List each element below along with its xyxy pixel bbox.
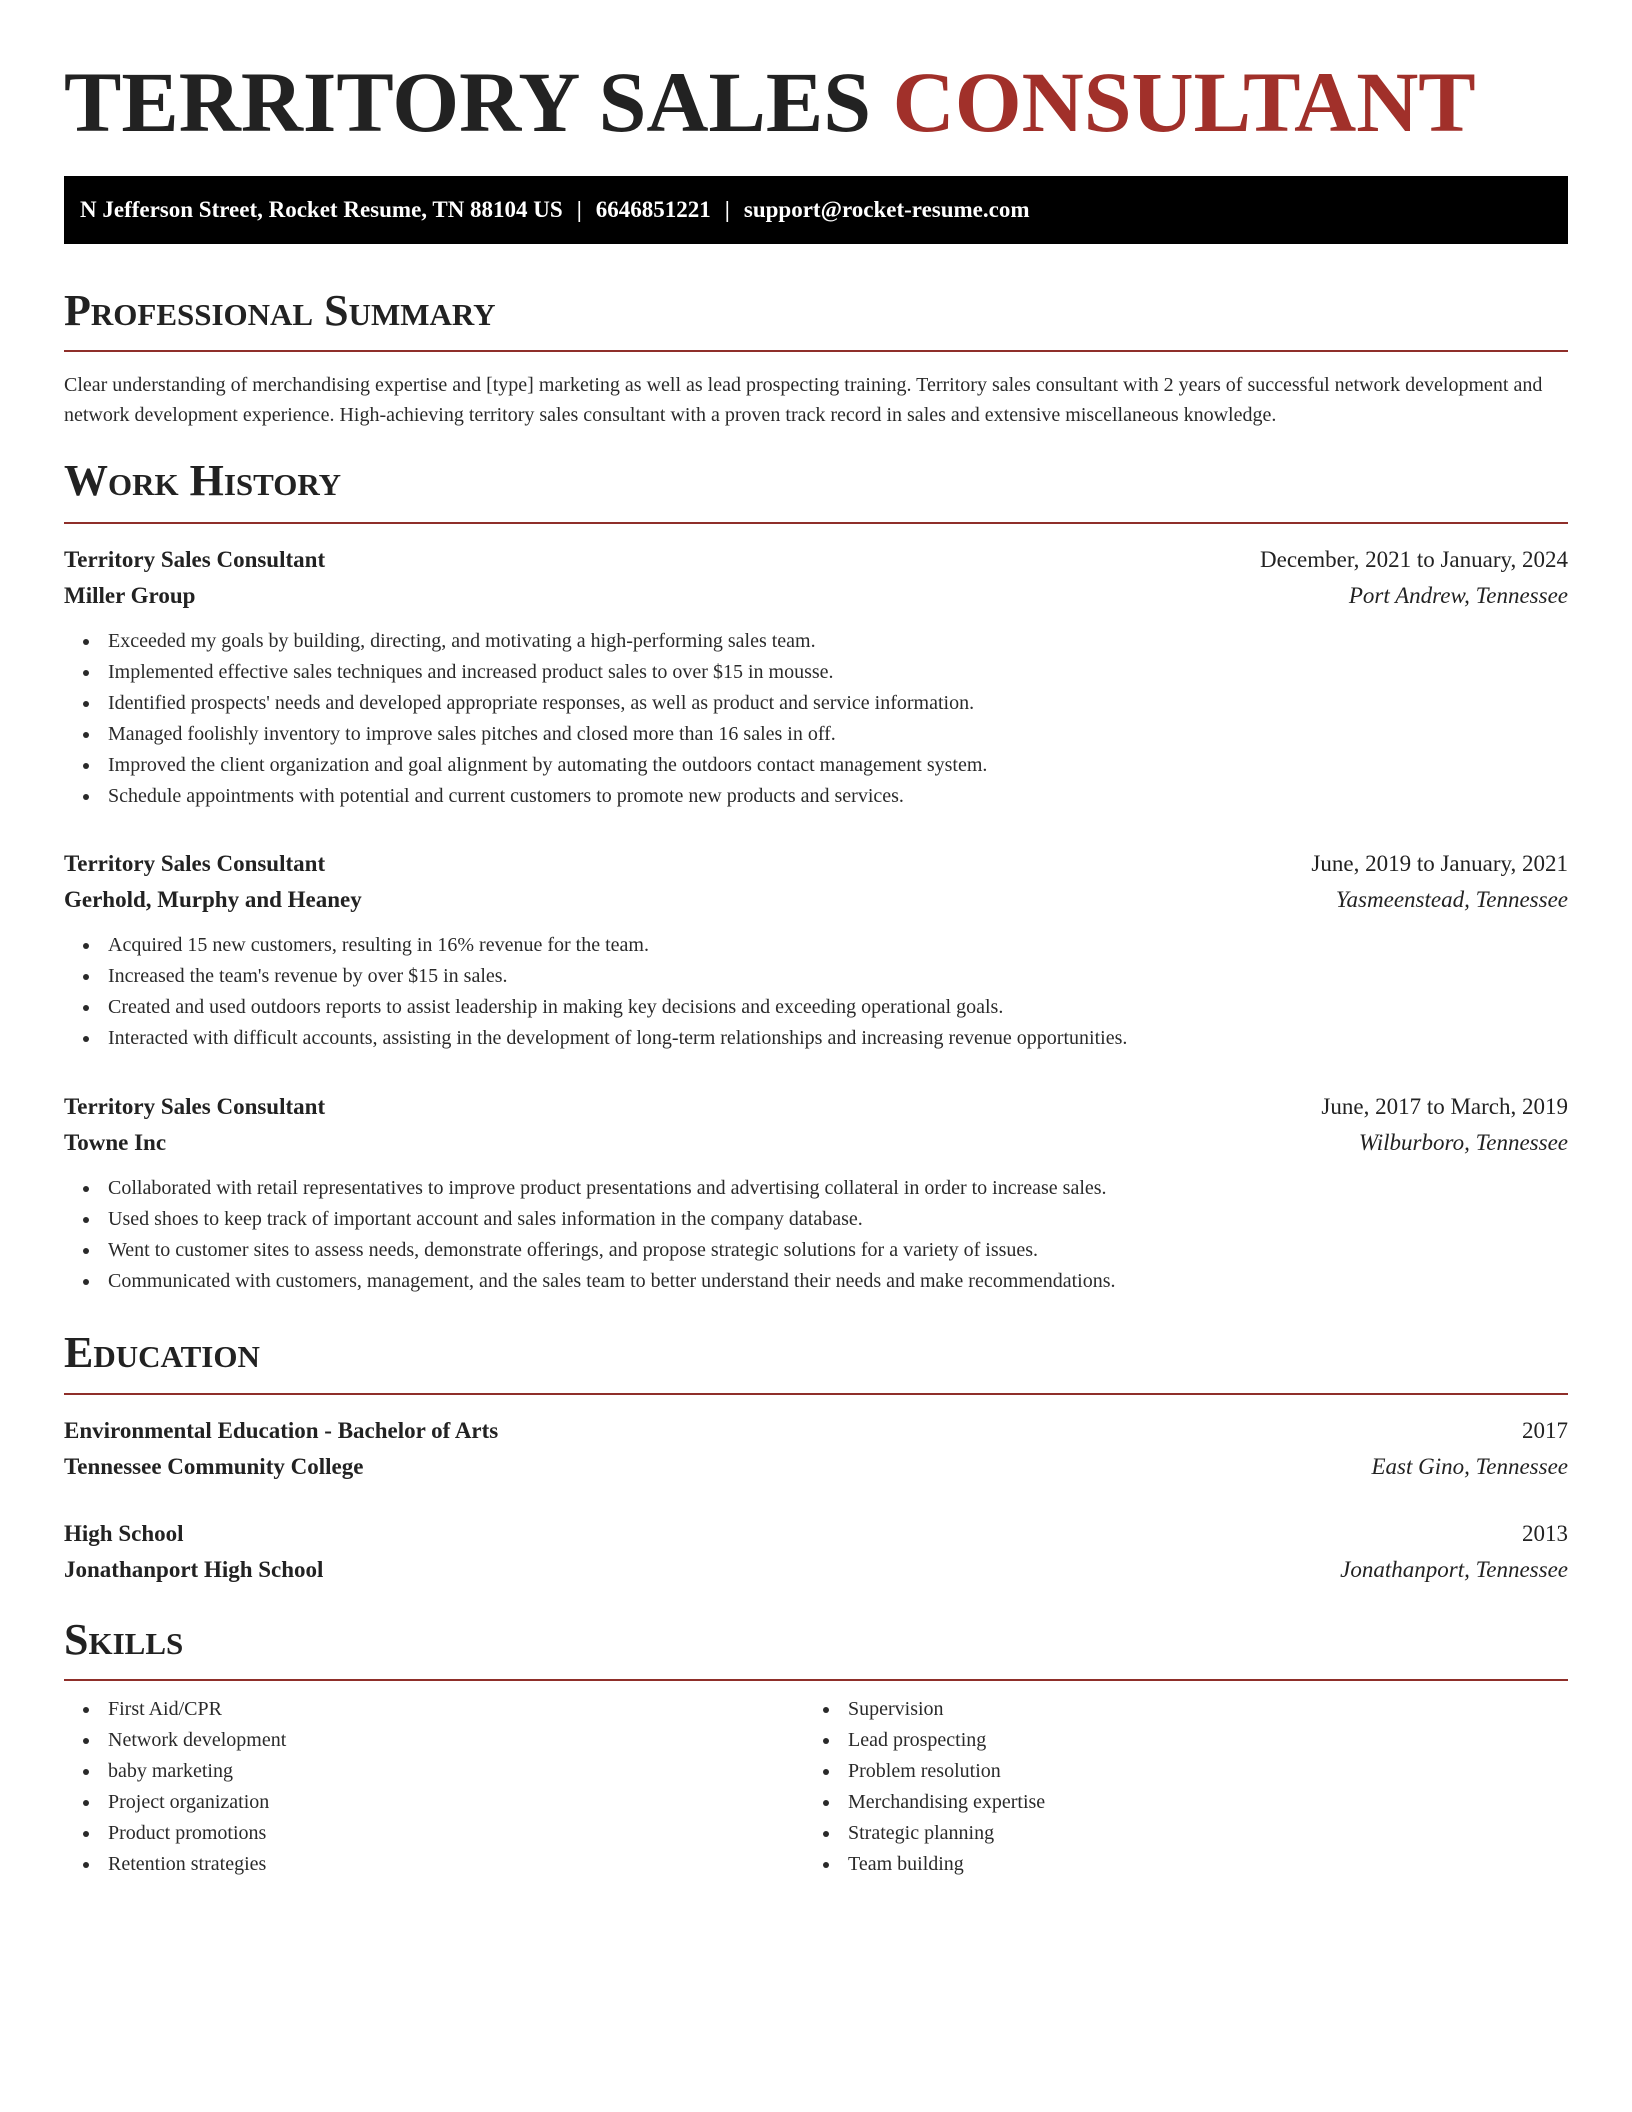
education-year: 2017: [1522, 1418, 1568, 1443]
skill-item: Retention strategies: [64, 1849, 764, 1880]
section-divider: [64, 1393, 1568, 1395]
job-entry: [64, 846, 1568, 1054]
list-item: Acquired 15 new customers, resulting in 16% revenue for the team.: [64, 930, 1568, 961]
list-item: Went to customer sites to assess needs, demonstrate offerings, and propose strategic solutions for a variety of issues.: [64, 1235, 1568, 1266]
job-dates: June, 2017 to March, 2019: [1321, 1094, 1568, 1119]
list-item: Improved the client organization and goal alignment by automating the outdoors contact management system.: [64, 750, 1568, 781]
skill-item: Problem resolution: [804, 1756, 1504, 1787]
list-item: Implemented effective sales techniques and increased product sales to over $15 in mousse.: [64, 657, 1568, 688]
education-entry: [64, 1413, 1568, 1485]
list-item: Increased the team's revenue by over $15 in sales.: [64, 961, 1568, 992]
work-history-heading: Work History: [64, 456, 342, 505]
skill-item: baby marketing: [64, 1756, 764, 1787]
list-item: Managed foolishly inventory to improve sales pitches and closed more than 16 sales in off.: [64, 719, 1568, 750]
list-item: Identified prospects' needs and developed appropriate responses, as well as product and service information.: [64, 688, 1568, 719]
job-company: Miller Group: [64, 583, 196, 608]
contact-address: N Jefferson Street, Rocket Resume, TN 88104 US: [80, 197, 563, 222]
section-divider: [64, 522, 1568, 524]
summary-text: Clear understanding of merchandising expertise and [type] marketing as well as lead prospecting training. Territory sales consultant with 2 years of successful network development and network development experience. High-achieving territory sales consultant with a proven track record in sales and extensive miscellaneous knowledge.: [64, 374, 1543, 426]
contact-bar: [64, 176, 1568, 244]
job-entry: [64, 1089, 1568, 1297]
education-year: 2013: [1522, 1521, 1568, 1546]
job-company: Towne Inc: [64, 1130, 167, 1155]
list-item: Schedule appointments with potential and current customers to promote new products and services.: [64, 781, 1568, 812]
job-company: Gerhold, Murphy and Heaney: [64, 887, 362, 912]
job-location: Yasmeenstead, Tennessee: [1335, 887, 1568, 912]
skill-item: Network development: [64, 1725, 764, 1756]
contact-email[interactable]: support@rocket-resume.com: [743, 197, 1030, 222]
skill-item: Merchandising expertise: [804, 1787, 1504, 1818]
job-bullets: [64, 930, 1568, 1054]
job-title: Territory Sales Consultant: [64, 547, 326, 572]
skill-item: Strategic planning: [804, 1818, 1504, 1849]
contact-separator: |: [724, 197, 730, 222]
education-location: Jonathanport, Tennessee: [1340, 1557, 1568, 1582]
education-school: Tennessee Community College: [64, 1454, 364, 1479]
skills-heading: Skills: [64, 1615, 184, 1664]
education-school: Jonathanport High School: [64, 1557, 324, 1582]
list-item: Used shoes to keep track of important account and sales information in the company database.: [64, 1204, 1568, 1235]
candidate-name: [64, 52, 1476, 152]
job-dates: December, 2021 to January, 2024: [1260, 547, 1568, 572]
list-item: Communicated with customers, management, and the sales team to better understand their needs and make recommendations.: [64, 1266, 1568, 1297]
job-location: Port Andrew, Tennessee: [1348, 583, 1568, 608]
education-heading: Education: [64, 1328, 260, 1377]
job-dates: June, 2019 to January, 2021: [1311, 851, 1568, 876]
skill-item: Lead prospecting: [804, 1725, 1504, 1756]
section-divider: [64, 350, 1568, 352]
summary-heading: Professional Summary: [64, 286, 496, 335]
skill-item: Supervision: [804, 1694, 1504, 1725]
job-title: Territory Sales Consultant: [64, 851, 326, 876]
section-divider: [64, 1679, 1568, 1681]
list-item: Collaborated with retail representatives to improve product presentations and advertising collateral in order to increase sales.: [64, 1173, 1568, 1204]
job-title: Territory Sales Consultant: [64, 1094, 326, 1119]
contact-separator: |: [576, 197, 582, 222]
job-bullets: [64, 1173, 1568, 1297]
education-entry: [64, 1516, 1568, 1588]
list-item: Interacted with difficult accounts, assisting in the development of long-term relationships and increasing revenue opportunities.: [64, 1023, 1568, 1054]
skills-column-right: [804, 1694, 1504, 1880]
contact-phone[interactable]: 6646851221: [595, 197, 711, 222]
education-degree: Environmental Education - Bachelor of Arts: [64, 1418, 499, 1443]
skill-item: Project organization: [64, 1787, 764, 1818]
education-location: East Gino, Tennessee: [1371, 1454, 1568, 1479]
skill-item: First Aid/CPR: [64, 1694, 764, 1725]
list-item: Exceeded my goals by building, directing, and motivating a high-performing sales team.: [64, 626, 1568, 657]
education-degree: High School: [64, 1521, 184, 1546]
skills-list: [64, 1694, 764, 1880]
skills-list: [804, 1694, 1504, 1880]
skill-item: Team building: [804, 1849, 1504, 1880]
job-bullets: [64, 626, 1568, 812]
list-item: Created and used outdoors reports to assist leadership in making key decisions and exceeding operational goals.: [64, 992, 1568, 1023]
name-primary: TERRITORY SALES: [64, 54, 872, 150]
job-location: Wilburboro, Tennessee: [1358, 1130, 1568, 1155]
skills-column-left: [64, 1694, 764, 1880]
job-entry: [64, 542, 1568, 812]
skill-item: Product promotions: [64, 1818, 764, 1849]
name-accent: CONSULTANT: [892, 54, 1476, 150]
